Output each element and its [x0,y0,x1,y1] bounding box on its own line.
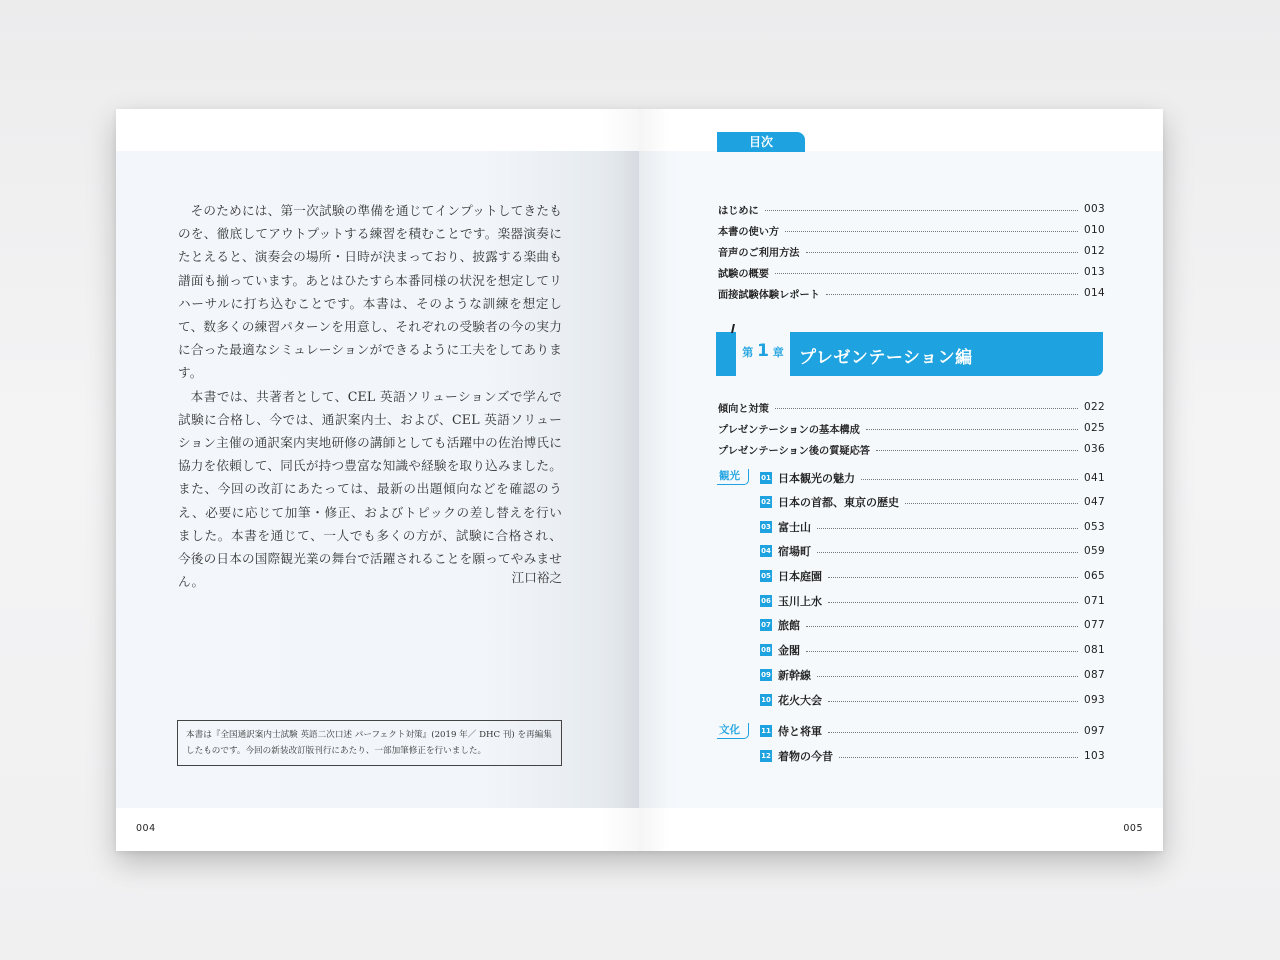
toc-entry[interactable]: プレゼンテーションの基本構成 025 [718,422,1105,436]
page-number-left: 004 [136,823,156,834]
topic-number: 01 [761,474,771,482]
topic-number: 09 [761,671,771,679]
book-spread [116,109,1163,851]
toc-header: 目次 [717,132,805,152]
left-page [116,109,639,851]
topic-number: 07 [761,621,771,629]
toc-topic[interactable]: 04 宿場町 059 [761,545,1105,558]
topic-number: 08 [761,646,771,654]
toc-entry[interactable]: 面接試験体験レポート 014 [718,287,1105,301]
toc-topic[interactable]: 08 金閣 081 [761,644,1105,657]
topic-number: 03 [761,523,771,531]
topic-number: 06 [761,597,771,605]
toc-topic[interactable]: 06 玉川上水 071 [761,595,1105,608]
body-text [178,199,562,593]
toc-topic[interactable]: 09 新幹線 087 [761,669,1105,682]
toc-topic[interactable]: 11 侍と将軍 097 [761,725,1105,738]
category-label-kanko: 観光 [717,469,749,485]
toc-topic[interactable]: 03 富士山 053 [761,521,1105,534]
toc-entry[interactable]: プレゼンテーション後の質疑応答 036 [718,443,1105,457]
topic-number: 02 [761,498,771,506]
chapter-title: プレゼンテーション編 [799,348,973,368]
author-signature: 江口裕之 [511,570,562,585]
toc-topic[interactable]: 07 旅館 077 [761,619,1105,632]
toc-topic[interactable]: 10 花火大会 093 [761,694,1105,707]
topic-number: 10 [761,696,771,704]
topic-number: 12 [761,752,771,760]
category-label-bunka: 文化 [717,723,749,739]
toc-topic[interactable]: 12 着物の今昔 103 [761,750,1105,763]
toc-entry[interactable]: はじめに 003 [718,203,1105,217]
page-number-right: 005 [1123,823,1143,834]
topic-number: 04 [761,547,771,555]
chapter-number: 第 1 章 [742,341,784,361]
toc-entry[interactable]: 音声のご利用方法 012 [718,245,1105,259]
paragraph: 本書では、共著者として、CEL 英語ソリューションズで学んで試験に合格し、今では、通訳案内士、および、CEL 英語ソリューション主催の通訳案内実地研修の講師としても活躍中の佐治博氏に協力を依頼して、同氏が持つ豊富な知識や経験を取り込みました。また、今回の改訂にあたっては、最新の出題傾向などを確認のうえ、必要に応じて加筆・修正、およびトピックの差し替えを行いました。本書を通じて、一人でも多くの方が、試験に合格され、今後の日本の国際観光業の舞台で活躍されることを願ってやみません。 [178,388,562,590]
toc-entry[interactable]: 本書の使い方 010 [718,224,1105,238]
topic-number: 05 [761,572,771,580]
toc-topic[interactable]: 01 日本観光の魅力 041 [761,472,1105,485]
paragraph: そのためには、第一次試験の準備を通じてインプットしてきたものを、徹底してアウトプットする練習を積むことです。楽器演奏にたとえると、演奏会の場所・日時が決まっており、披露する楽曲も譜面も揃っています。あとはひたすら本番同様の状況を想定してリハーサルに打ち込むことです。本書は、そのような訓練を想定して、数多くの練習パターンを用意し、それぞれの受験者の今の実力に合った最適なシミュレーションができるように工夫をしてあります。 [178,203,562,381]
toc-entry[interactable]: 試験の概要 013 [718,266,1105,280]
toc-topic[interactable]: 02 日本の首都、東京の歴史 047 [761,496,1105,509]
right-page [639,109,1163,851]
topic-number: 11 [761,727,771,735]
toc-topic[interactable]: 05 日本庭園 065 [761,570,1105,583]
edition-note: 本書は『全国通訳案内士試験 英語二次口述 パーフェクト対策』(2019 年／ DHC 刊) を再編集したものです。今回の新装改訂版刊行にあたり、一部加筆修正を行いました。 [177,720,562,766]
toc-entry[interactable]: 傾向と対策 022 [718,401,1105,415]
